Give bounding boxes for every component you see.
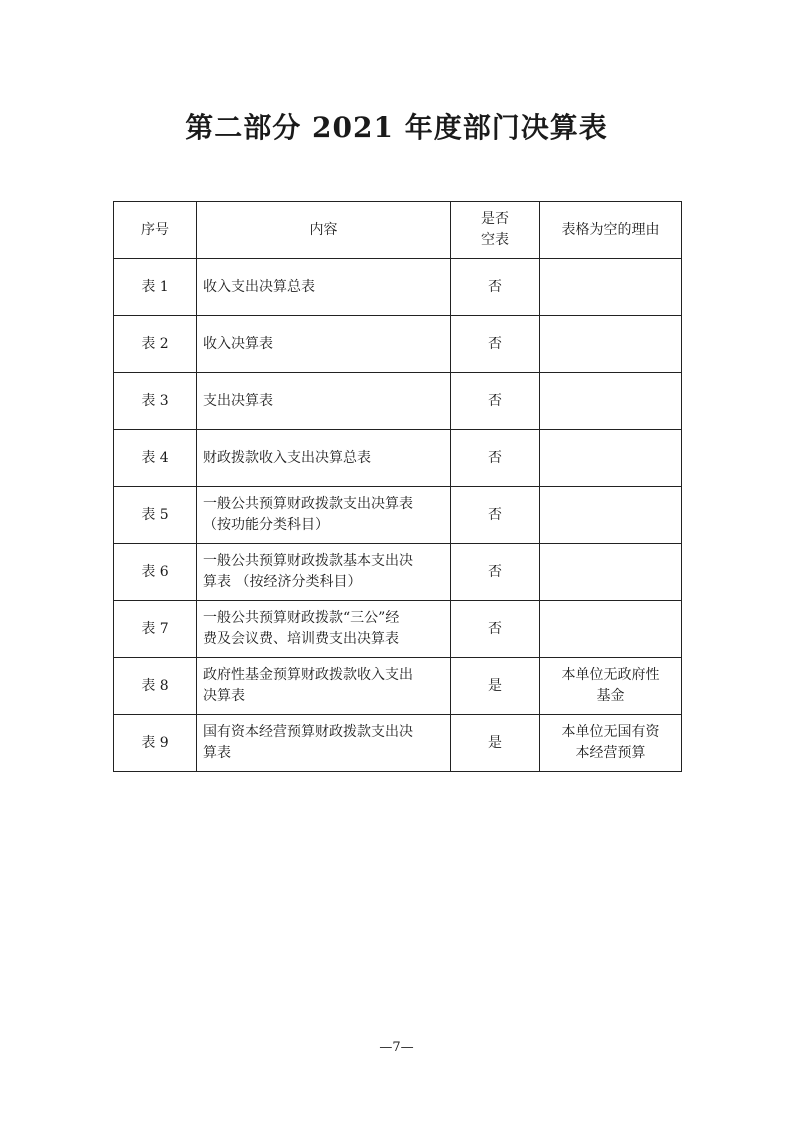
row-number: 表 6 xyxy=(114,544,197,601)
row-content xyxy=(197,430,451,487)
row-reason xyxy=(540,430,682,487)
table-row xyxy=(114,259,682,316)
header-no: 序号 xyxy=(114,202,197,259)
row-reason xyxy=(540,715,682,772)
row-content-line: 一般公共预算财政拨款支出决算表 xyxy=(203,496,413,512)
row-content-line: 决算表 xyxy=(203,688,245,704)
row-number: 表 3 xyxy=(114,373,197,430)
row-content-line: 收入支出决算总表 xyxy=(203,278,315,295)
row-is-empty: 否 xyxy=(451,601,540,658)
page-title: 第二部分 2021 年度部门决算表 xyxy=(185,111,608,144)
row-is-empty: 是 xyxy=(451,658,540,715)
table-row xyxy=(114,544,682,601)
header-content: 内容 xyxy=(197,202,451,259)
row-content xyxy=(197,715,451,772)
row-content-line: （按功能分类科目） xyxy=(203,517,329,533)
row-reason xyxy=(540,373,682,430)
table-row xyxy=(114,373,682,430)
row-content xyxy=(197,544,451,601)
row-number: 表 1 xyxy=(114,259,197,316)
row-content xyxy=(197,601,451,658)
row-is-empty: 是 xyxy=(451,715,540,772)
row-is-empty: 否 xyxy=(451,373,540,430)
final-accounts-table xyxy=(113,201,682,772)
row-number: 表 5 xyxy=(114,487,197,544)
row-number: 表 8 xyxy=(114,658,197,715)
page-number: —7— xyxy=(379,1040,414,1055)
row-content-line: 算表 （按经济分类科目） xyxy=(203,574,362,590)
header-is-empty-line2: 空表 xyxy=(481,232,509,248)
row-number: 表 2 xyxy=(114,316,197,373)
row-content xyxy=(197,259,451,316)
row-reason-line: 本单位无国有资 xyxy=(561,724,660,740)
table-row xyxy=(114,715,682,772)
row-reason xyxy=(540,601,682,658)
table-row xyxy=(114,430,682,487)
header-is-empty xyxy=(451,202,540,259)
row-is-empty: 否 xyxy=(451,430,540,487)
row-reason-line: 本单位无政府性 xyxy=(561,667,660,683)
row-reason-line: 基金 xyxy=(596,688,625,704)
row-is-empty: 否 xyxy=(451,259,540,316)
row-number: 表 9 xyxy=(114,715,197,772)
row-reason xyxy=(540,658,682,715)
header-is-empty-line1: 是否 xyxy=(481,211,509,227)
table-header-row xyxy=(114,202,682,259)
row-reason-line: 本经营预算 xyxy=(575,745,646,761)
row-is-empty: 否 xyxy=(451,487,540,544)
row-content-line: 支出决算表 xyxy=(203,392,273,409)
row-content-line: 算表 xyxy=(203,745,231,761)
table-row xyxy=(114,316,682,373)
row-reason xyxy=(540,544,682,601)
table-row xyxy=(114,658,682,715)
row-content-line: 一般公共预算财政拨款基本支出决 xyxy=(203,553,413,569)
row-number: 表 7 xyxy=(114,601,197,658)
row-content-line: 政府性基金预算财政拨款收入支出 xyxy=(203,667,413,683)
row-content xyxy=(197,487,451,544)
header-reason: 表格为空的理由 xyxy=(540,202,682,259)
row-is-empty: 否 xyxy=(451,544,540,601)
row-content-line: 财政拨款收入支出决算总表 xyxy=(203,449,371,466)
row-reason xyxy=(540,259,682,316)
table-row xyxy=(114,601,682,658)
row-content xyxy=(197,658,451,715)
row-content xyxy=(197,373,451,430)
row-content-line: 一般公共预算财政拨款“三公”经 xyxy=(203,610,400,626)
row-reason xyxy=(540,487,682,544)
row-content-line: 国有资本经营预算财政拨款支出决 xyxy=(203,724,413,740)
row-is-empty: 否 xyxy=(451,316,540,373)
table-body xyxy=(114,259,682,772)
row-number: 表 4 xyxy=(114,430,197,487)
row-content-line: 收入决算表 xyxy=(203,335,273,352)
row-content-line: 费及会议费、培训费支出决算表 xyxy=(203,631,399,647)
table-row xyxy=(114,487,682,544)
row-reason xyxy=(540,316,682,373)
row-content xyxy=(197,316,451,373)
